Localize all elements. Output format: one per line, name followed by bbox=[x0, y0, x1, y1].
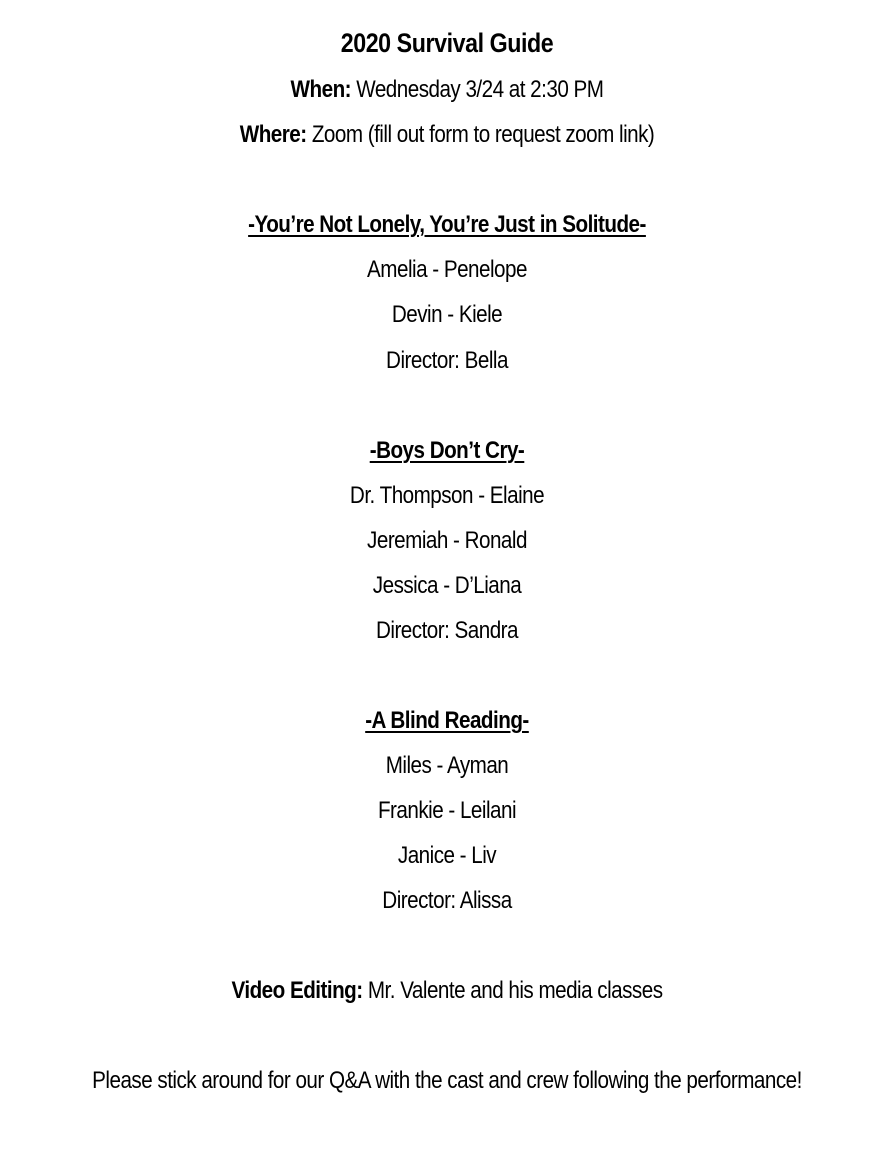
video-editing-line bbox=[63, 976, 832, 1006]
cast-line: Jessica - D’Liana bbox=[372, 572, 522, 599]
video-editing-value: Mr. Valente and his media classes bbox=[367, 977, 663, 1004]
play-heading: -Boys Don’t Cry- bbox=[369, 437, 525, 464]
video-editing-label: Video Editing: bbox=[231, 977, 363, 1004]
cast-line: Jeremiah - Ronald bbox=[367, 527, 527, 554]
play-heading: -You’re Not Lonely, You’re Just in Solitude- bbox=[248, 211, 646, 238]
when-line bbox=[63, 75, 832, 105]
where-value: Zoom (fill out form to request zoom link) bbox=[311, 121, 655, 148]
cast-line: Frankie - Leilani bbox=[377, 797, 517, 824]
when-value: Wednesday 3/24 at 2:30 PM bbox=[356, 76, 604, 103]
director-line: Director: Alissa bbox=[382, 887, 512, 914]
where-line bbox=[63, 120, 832, 150]
director-line: Director: Sandra bbox=[375, 617, 519, 644]
director-line: Director: Bella bbox=[386, 347, 508, 374]
cast-line: Amelia - Penelope bbox=[367, 256, 527, 283]
cast-line: Dr. Thompson - Elaine bbox=[349, 482, 545, 509]
play-heading: -A Blind Reading- bbox=[365, 707, 529, 734]
where-label: Where: bbox=[239, 121, 307, 148]
cast-line: Devin - Kiele bbox=[391, 301, 503, 328]
document-title: 2020 Survival Guide bbox=[340, 28, 554, 58]
closing-note: Please stick around for our Q&A with the cast and crew following the performance! bbox=[92, 1067, 802, 1094]
cast-line: Miles - Ayman bbox=[385, 752, 509, 779]
when-label: When: bbox=[290, 76, 352, 103]
cast-line: Janice - Liv bbox=[397, 842, 497, 869]
